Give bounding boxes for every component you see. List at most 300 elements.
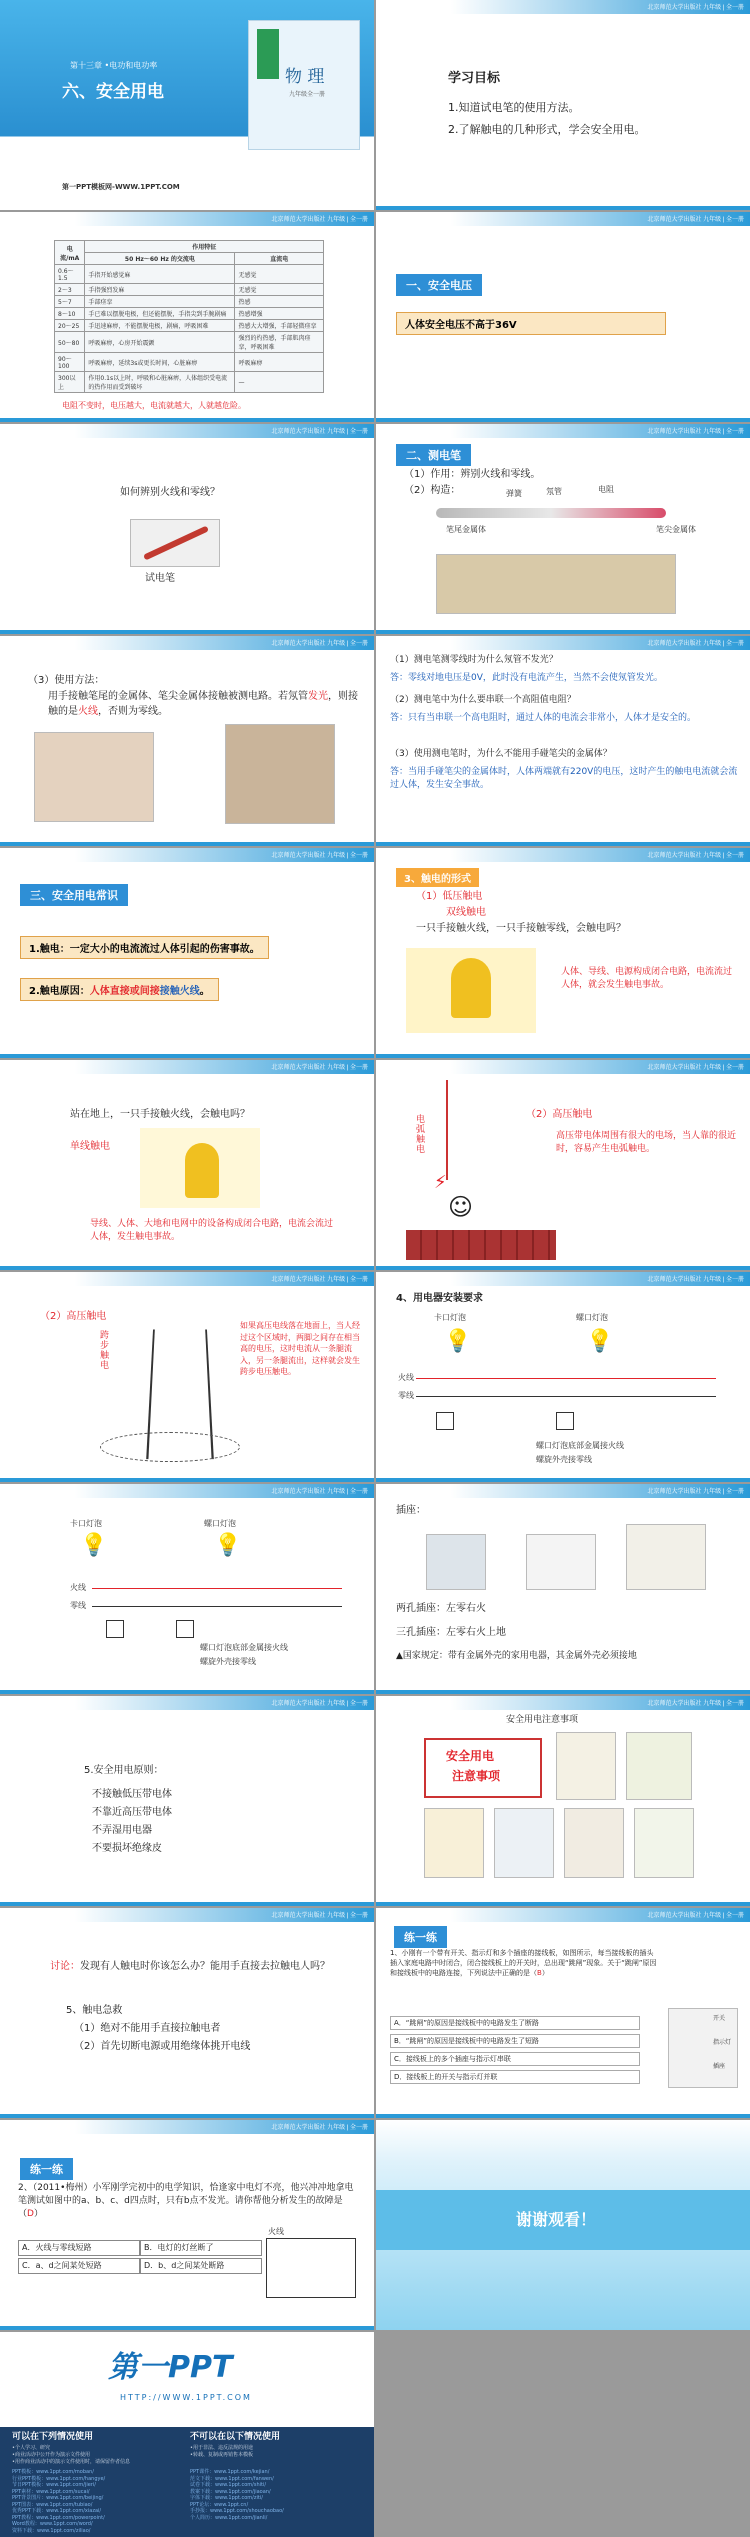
answer-1: 答：零线对地电压是0V，此时没有电流产生，当然不会使氖管发光。 bbox=[390, 673, 663, 683]
precaution-picture bbox=[556, 1732, 616, 1800]
principle-item: 不靠近高压带电体 bbox=[92, 1807, 172, 1818]
slide-practice-2 bbox=[0, 2120, 374, 2330]
resource-link[interactable]: PPT图表：www.1ppt.com/tubiao/ bbox=[12, 2501, 93, 2508]
resource-link[interactable]: PPT教程：www.1ppt.com/powerpoint/ bbox=[12, 2514, 105, 2521]
slide-header bbox=[376, 1272, 750, 1286]
header-text: 北京师范大学出版社 九年级 | 全一册 bbox=[271, 1065, 368, 1071]
header-text: 北京师范大学出版社 九年级 | 全一册 bbox=[647, 853, 744, 859]
lamp-icon: 💡 bbox=[586, 1329, 614, 1354]
practice-question bbox=[390, 1948, 660, 1978]
two-pin-rule: 两孔插座：左零右火 bbox=[396, 1603, 486, 1614]
table-cell: 呼吸麻痹，心房开始震颤 bbox=[85, 332, 235, 353]
header-text: 北京师范大学出版社 九年级 | 全一册 bbox=[271, 1277, 368, 1283]
principle-item: 不弄湿用电器 bbox=[92, 1825, 152, 1836]
slide-footer bbox=[376, 1690, 750, 1694]
plug-photo bbox=[626, 1524, 706, 1590]
table-cell: 手指开始感觉麻 bbox=[85, 265, 235, 284]
arc-label: 电弧触电 bbox=[416, 1115, 426, 1155]
slide-title bbox=[0, 0, 374, 210]
sign-line-2: 注意事项 bbox=[452, 1769, 501, 1783]
install-note-1: 螺口灯泡底部金属接火线 bbox=[200, 1643, 288, 1652]
step-label: 跨步触电 bbox=[100, 1331, 110, 1371]
table-cell: 手已难以摆脱电极，但还能摆脱，手指尖到手腕剧痛 bbox=[85, 308, 235, 320]
logo-area bbox=[0, 2332, 374, 2427]
slide-header bbox=[376, 212, 750, 226]
can-use-title: 可以在下列情况使用 bbox=[12, 2432, 94, 2442]
table-row bbox=[55, 353, 324, 372]
resource-link[interactable]: 个人简历：www.1ppt.com/jianli/ bbox=[190, 2514, 268, 2521]
screwdriver-photo bbox=[436, 554, 676, 614]
can-use-item: •商业活动中公开作为演示文件使用 bbox=[12, 2452, 90, 2458]
cannot-use-title: 不可以在以下情况使用 bbox=[190, 2432, 281, 2442]
slide-footer bbox=[376, 1054, 750, 1058]
precautions-title: 安全用电注意事项 bbox=[506, 1715, 579, 1725]
practice-tag: 练一练 bbox=[394, 1926, 447, 1948]
slide-footer bbox=[376, 1478, 750, 1482]
shock-cause bbox=[20, 978, 219, 1001]
slide-header bbox=[376, 1908, 750, 1922]
table-row bbox=[55, 284, 324, 296]
install-note-2: 螺旋外壳接零线 bbox=[536, 1455, 592, 1464]
question-1: （1）测电笔测零线时为什么氖管不发光？ bbox=[390, 655, 558, 665]
slide-header bbox=[0, 2120, 374, 2134]
slide-header bbox=[376, 1696, 750, 1710]
slide-precautions bbox=[376, 1696, 750, 1906]
table-header: 50 Hz～60 Hz 的交流电 bbox=[85, 253, 235, 265]
slide-footer bbox=[0, 418, 374, 422]
option-d: D．b、d之间某处断路 bbox=[140, 2258, 262, 2274]
sockets-title: 插座： bbox=[396, 1505, 426, 1516]
header-text: 北京师范大学出版社 九年级 | 全一册 bbox=[647, 1701, 744, 1707]
resource-link[interactable]: 范文下载：www.1ppt.com/fanwen/ bbox=[190, 2475, 274, 2482]
slide-single-wire bbox=[0, 1060, 374, 1270]
live-wire-label: 火线 bbox=[268, 2227, 284, 2236]
slide-header bbox=[0, 424, 374, 438]
cannot-use-item: •用于非法、违反法规的用途 bbox=[190, 2445, 253, 2451]
table-cell: 热感 bbox=[235, 296, 324, 308]
live-wire-label: 火线 bbox=[70, 1583, 86, 1592]
sign-line-1: 安全用电 bbox=[446, 1749, 495, 1763]
principle-item: 不要损坏绝缘皮 bbox=[92, 1843, 162, 1854]
part-label: 电阻 bbox=[598, 485, 614, 494]
table-cell: 8～10 bbox=[55, 308, 85, 320]
header-text: 北京师范大学出版社 九年级 | 全一册 bbox=[647, 641, 744, 647]
table-cell: 强烈的灼热感，手部肌肉痉挛，呼吸困难 bbox=[235, 332, 324, 353]
objectives-title: 学习目标 bbox=[448, 71, 501, 86]
single-wire-question: 站在地上，一只手接触火线，会触电吗？ bbox=[70, 1109, 250, 1120]
safe-voltage-bar: 人体安全电压不高于36V bbox=[396, 312, 666, 335]
credits-panel bbox=[0, 2427, 374, 2537]
slide-pen-qa bbox=[376, 636, 750, 846]
slide-sockets bbox=[376, 1484, 750, 1694]
slide-thanks bbox=[376, 2120, 750, 2330]
double-wire-desc: 人体、导线、电源构成闭合电路，电流流过人体，就会发生触电事故。 bbox=[561, 967, 733, 991]
double-wire-illustration bbox=[406, 948, 536, 1033]
resource-link[interactable]: PPT论坛：www.1ppt.cn/ bbox=[190, 2501, 249, 2508]
resource-link[interactable]: PPT模板：www.1ppt.com/moban/ bbox=[12, 2469, 94, 2475]
question-text: ） bbox=[33, 2209, 43, 2220]
table-cell: 作用0.1s以上时，呼吸和心脏麻痹，人体组织受电流的热作用而受到破坏 bbox=[85, 372, 235, 393]
option-a: A．火线与零线短路 bbox=[18, 2240, 140, 2256]
slide-safe-voltage bbox=[376, 212, 750, 422]
links-left bbox=[12, 2469, 182, 2534]
discussion-tag: 讨论： bbox=[50, 1961, 80, 1972]
slide-header bbox=[0, 1908, 374, 1922]
two-pin-socket-photo bbox=[426, 1534, 486, 1590]
answer-3: 答：当用手碰笔尖的金属体时，人体两端就有220V的电压，这时产生的触电电流就会流过人体，发生安全事故。 bbox=[390, 767, 738, 791]
slide-footer bbox=[0, 1266, 374, 1270]
precaution-picture bbox=[626, 1732, 692, 1800]
can-use-item: •用作商业活动中的演示文件使用时，请保留作者信息 bbox=[12, 2459, 130, 2465]
table-row bbox=[55, 308, 324, 320]
table-cell: 手部痉挛 bbox=[85, 296, 235, 308]
slide-step-shock bbox=[0, 1272, 374, 1482]
usage-highlight: 发光 bbox=[308, 691, 328, 702]
table-cell: 0.6～1.5 bbox=[55, 265, 85, 284]
shock-definition: 1.触电：一定大小的电流流过人体引起的伤害事故。 bbox=[20, 936, 269, 959]
shock-forms-tag: 3、触电的形式 bbox=[396, 868, 479, 887]
bayonet-lamp-label: 卡口灯泡 bbox=[70, 1519, 102, 1528]
question-text: 2、（2011•梅州）小军刚学完初中的电学知识，恰逢家中电灯不亮，他兴冲冲地拿电笔测试如图中的a、b、c、d四点时，只有b点不发光。请你帮他分析发生的故障是（ bbox=[18, 2183, 354, 2220]
table-cell: 热感大大增强，手部轻微痉挛 bbox=[235, 320, 324, 332]
slide-objectives bbox=[376, 0, 750, 210]
slide-principles bbox=[0, 1696, 374, 1906]
header-text: 北京师范大学出版社 九年级 | 全一册 bbox=[647, 1489, 744, 1495]
header-text: 北京师范大学出版社 九年级 | 全一册 bbox=[647, 1065, 744, 1071]
cover-image bbox=[257, 29, 279, 79]
neutral-wire bbox=[416, 1396, 716, 1397]
resource-link[interactable]: PPT课件：www.1ppt.com/kejian/ bbox=[190, 2469, 270, 2475]
hanging-wire bbox=[446, 1080, 448, 1180]
stick-figure-icon: ☺ bbox=[448, 1193, 474, 1221]
slide-footer bbox=[0, 842, 374, 846]
option-a: A．“跳闸”的原因是接线板中的电路发生了断路 bbox=[390, 2016, 640, 2030]
usage-highlight: 火线 bbox=[78, 705, 98, 717]
slide-footer bbox=[376, 2114, 750, 2118]
single-wire-desc: 导线、人体、大地和电网中的设备构成闭合电路，电流会流过人体，发生触电事故。 bbox=[90, 1219, 334, 1243]
spark-icon: ⚡ bbox=[434, 1172, 447, 1193]
practice-question bbox=[18, 2182, 358, 2221]
slide-header bbox=[0, 636, 374, 650]
resource-link[interactable]: 试卷下载：www.1ppt.com/shiti/ bbox=[190, 2482, 267, 2488]
slide-header bbox=[376, 1484, 750, 1498]
pen-diagram bbox=[436, 508, 666, 518]
slide-header bbox=[0, 1272, 374, 1286]
circuit-diagram bbox=[266, 2238, 356, 2298]
slide-arc-shock bbox=[376, 1060, 750, 1270]
chapter-label: 第十三章 •电功和电功率 bbox=[70, 61, 158, 70]
slide-header bbox=[376, 1060, 750, 1074]
safety-sign bbox=[424, 1738, 542, 1798]
table-row bbox=[55, 296, 324, 308]
question-text: 1、小刚有一个带有开关、指示灯和多个插座的接线板，如图所示，每当接线板的插头插入家庭电路中时闭合，闭合接线板上的开关时，总出现“跳闸”现象。关于“跳闸”原因和接线板中的电路连接，下列说法中正确的是（ bbox=[390, 1949, 657, 1978]
slide-footer bbox=[376, 1902, 750, 1906]
first-aid-title: 5、触电急救 bbox=[66, 2005, 123, 2016]
test-pen-photo bbox=[130, 519, 220, 567]
installation-title: 4、用电器安装要求 bbox=[396, 1293, 483, 1304]
low-voltage-label: （1）低压触电 bbox=[416, 891, 483, 902]
answer-2: 答：只有当串联一个高电阻时，通过人体的电流会非常小，人体才是安全的。 bbox=[390, 713, 697, 723]
header-text: 北京师范大学出版社 九年级 | 全一册 bbox=[647, 217, 744, 223]
double-wire-question: 一只手接触火线，一只手接触零线，会触电吗？ bbox=[416, 923, 626, 934]
switch-icon bbox=[106, 1620, 124, 1638]
part-label: 弹簧 bbox=[506, 489, 522, 498]
strip-label: 插座 bbox=[713, 2063, 726, 2070]
table-cell: 呼吸麻痹，延续3s或更长时间，心脏麻痹 bbox=[85, 353, 235, 372]
ground-rings bbox=[100, 1432, 240, 1462]
install-note-2: 螺旋外壳接零线 bbox=[200, 1657, 256, 1666]
cause-highlight: 人体直接或间接 bbox=[89, 986, 160, 997]
live-wire bbox=[416, 1378, 716, 1379]
table-header: 直流电 bbox=[235, 253, 324, 265]
danger-note: 电阻不变时，电压越大，电流就越大，人就越危险。 bbox=[62, 401, 246, 410]
slide-footer bbox=[0, 1902, 374, 1906]
table-cell: 无感觉 bbox=[235, 265, 324, 284]
precaution-picture bbox=[424, 1808, 484, 1878]
pen-structure: （2）构造： bbox=[404, 485, 461, 496]
slide-footer bbox=[376, 842, 750, 846]
logo-text: 第一PPT bbox=[108, 2350, 233, 2385]
cause-text: 2.触电原因： bbox=[29, 986, 90, 997]
slide-current-table bbox=[0, 212, 374, 422]
test-pen-icon bbox=[143, 525, 209, 560]
slide-footer bbox=[0, 2326, 374, 2330]
slide-header bbox=[0, 1696, 374, 1710]
slide-lamp-wiring bbox=[0, 1484, 374, 1694]
usage-text: 用手接触笔尾的金属体、笔尖金属体接触被测电路。若氖管 bbox=[48, 691, 308, 702]
slide-header bbox=[376, 424, 750, 438]
switch-icon bbox=[176, 1620, 194, 1638]
slide-footer bbox=[0, 1478, 374, 1482]
discussion-text: 发现有人触电时你该怎么办？能用手直接去拉触电人吗？ bbox=[80, 1961, 330, 1972]
book-subtitle: 九年级全一册 bbox=[289, 91, 326, 98]
site-label: 第一PPT模板网-WWW.1PPT.COM bbox=[62, 183, 180, 191]
slide-footer bbox=[0, 1690, 374, 1694]
slide-header bbox=[0, 1484, 374, 1498]
resource-link[interactable]: 资料下载：www.1ppt.com/ziliao/ bbox=[12, 2527, 91, 2534]
header-text: 北京师范大学出版社 九年级 | 全一册 bbox=[271, 641, 368, 647]
slide-footer bbox=[376, 418, 750, 422]
lamp-icon: 💡 bbox=[444, 1329, 472, 1354]
question-2: （2）测电笔中为什么要串联一个高阻值电阻？ bbox=[390, 695, 576, 705]
table-row bbox=[55, 332, 324, 353]
table-cell: 热感增强 bbox=[235, 308, 324, 320]
header-text: 北京师范大学出版社 九年级 | 全一册 bbox=[271, 2125, 368, 2131]
slide-installation bbox=[376, 1272, 750, 1482]
screw-lamp-label: 螺口灯泡 bbox=[204, 1519, 236, 1528]
pen-label: 试电笔 bbox=[145, 573, 175, 584]
resource-link[interactable]: 手抄报：www.1ppt.com/shouchaobao/ bbox=[190, 2508, 284, 2514]
three-pin-rule: 三孔插座：左零右火上地 bbox=[396, 1627, 506, 1638]
table-cell: 手指强烈发麻 bbox=[85, 284, 235, 296]
table-cell: 300以上 bbox=[55, 372, 85, 393]
principles-title: 5.安全用电原则： bbox=[84, 1765, 164, 1776]
usage-text: ，否则为零线。 bbox=[98, 705, 168, 717]
slide-footer bbox=[0, 630, 374, 634]
table-cell: 5～7 bbox=[55, 296, 85, 308]
ground-rule: ▲国家规定：带有金属外壳的家用电器，其金属外壳必须接地 bbox=[396, 1651, 637, 1661]
question-answer: B bbox=[537, 1969, 542, 1978]
slide-identify-wire bbox=[0, 424, 374, 634]
header-text: 北京师范大学出版社 九年级 | 全一册 bbox=[647, 1277, 744, 1283]
links-right bbox=[190, 2469, 365, 2521]
first-aid-step: （2）首先切断电源或用绝缘体挑开电线 bbox=[74, 2041, 251, 2052]
current-effects-table bbox=[54, 240, 324, 393]
table-header: 电流/mA bbox=[55, 241, 85, 265]
strip-label: 指示灯 bbox=[713, 2039, 732, 2046]
table-cell: 呼吸麻痹 bbox=[235, 353, 324, 372]
slide-footer bbox=[376, 630, 750, 634]
section-title: 二、测电笔 bbox=[396, 444, 471, 466]
power-strip-picture bbox=[668, 2008, 738, 2088]
resource-link[interactable]: 优秀PPT下载：www.1ppt.com/xiazai/ bbox=[12, 2508, 102, 2514]
hand-photo-1 bbox=[34, 732, 154, 822]
slide-footer bbox=[376, 206, 750, 210]
high-voltage-title: （2）高压触电 bbox=[526, 1109, 593, 1120]
option-c: C．a、d之间某处短路 bbox=[18, 2258, 140, 2274]
single-wire-illustration bbox=[140, 1128, 260, 1208]
resource-link[interactable]: PPT背景图片：www.1ppt.com/beijing/ bbox=[12, 2495, 104, 2501]
table-cell: 20～25 bbox=[55, 320, 85, 332]
part-label: 氖管 bbox=[546, 487, 562, 496]
slide-safety-knowledge bbox=[0, 848, 374, 1058]
live-wire-label: 火线 bbox=[398, 1373, 414, 1382]
double-wire-label: 双线触电 bbox=[446, 907, 486, 918]
option-b: B．“跳闸”的原因是接线板中的电路发生了短路 bbox=[390, 2034, 640, 2048]
cause-text: 。 bbox=[199, 986, 210, 997]
wire-question: 如何辨别火线和零线？ bbox=[120, 487, 220, 498]
resource-link[interactable]: PPT素材：www.1ppt.com/sucai/ bbox=[12, 2488, 90, 2495]
principle-item: 不接触低压带电体 bbox=[92, 1789, 172, 1800]
table-cell: — bbox=[235, 372, 324, 393]
header-text: 北京师范大学出版社 九年级 | 全一册 bbox=[271, 1489, 368, 1495]
lamp-icon: 💡 bbox=[80, 1533, 108, 1558]
arc-desc: 高压带电体周围有很大的电场，当人靠的很近时，容易产生电弧触电。 bbox=[556, 1131, 737, 1155]
usage-title: （3）使用方法： bbox=[28, 675, 105, 686]
slide-header bbox=[376, 636, 750, 650]
table-cell: 无感觉 bbox=[235, 284, 324, 296]
part-label: 笔尖金属体 bbox=[656, 525, 696, 534]
question-text: ） bbox=[541, 1969, 549, 1978]
table-row bbox=[55, 320, 324, 332]
textbook-cover bbox=[248, 20, 360, 150]
resource-link[interactable]: Word教程：www.1ppt.com/word/ bbox=[12, 2521, 93, 2527]
slide-title-text: 六、安全用电 bbox=[62, 82, 164, 102]
slide-pen-usage bbox=[0, 636, 374, 846]
slide-header bbox=[376, 0, 750, 14]
practice-tag: 练一练 bbox=[20, 2158, 73, 2180]
objective-1: 1.知道试电笔的使用方法。 bbox=[448, 101, 580, 114]
slide-header bbox=[376, 848, 750, 862]
table-cell: 手迅速麻痹，不能摆脱电极，剧痛，呼吸困难 bbox=[85, 320, 235, 332]
install-note-1: 螺口灯泡底部金属接火线 bbox=[536, 1441, 624, 1450]
switch-icon bbox=[556, 1412, 574, 1430]
header-text: 北京师范大学出版社 九年级 | 全一册 bbox=[271, 217, 368, 223]
precaution-picture bbox=[564, 1808, 624, 1878]
table-cell: 50～80 bbox=[55, 332, 85, 353]
slide-footer bbox=[376, 1266, 750, 1270]
three-pin-socket-photo bbox=[526, 1534, 596, 1590]
first-aid-step: （1）绝对不能用手直接拉触电者 bbox=[74, 2023, 221, 2034]
objective-2: 2.了解触电的几种形式，学会安全用电。 bbox=[448, 123, 646, 136]
slide-header bbox=[0, 848, 374, 862]
question-answer: D bbox=[27, 2209, 34, 2220]
slide-header bbox=[0, 1060, 374, 1074]
slide-header bbox=[0, 212, 374, 226]
book-title: 物 理 bbox=[285, 67, 325, 87]
resource-link[interactable]: 行业PPT模板：www.1ppt.com/hangye/ bbox=[12, 2475, 106, 2482]
can-use-item: •个人学习、研究 bbox=[12, 2445, 50, 2451]
switch-icon bbox=[436, 1412, 454, 1430]
step-desc: 如果高压电线落在地面上，当人经过这个区域时，两脚之间存在相当高的电压，这时电流从一条腿流入，另一条腿流出，这样就会发生跨步电压触电。 bbox=[240, 1321, 360, 1377]
table-cell: 90～100 bbox=[55, 353, 85, 372]
header-text: 北京师范大学出版社 九年级 | 全一册 bbox=[647, 429, 744, 435]
table-row bbox=[55, 265, 324, 284]
bayonet-lamp-label: 卡口灯泡 bbox=[434, 1313, 466, 1322]
header-text: 北京师范大学出版社 九年级 | 全一册 bbox=[271, 429, 368, 435]
person-icon bbox=[185, 1143, 219, 1198]
live-wire bbox=[92, 1588, 342, 1589]
table-row bbox=[55, 372, 324, 393]
pen-function: （1）作用：辨别火线和零线。 bbox=[404, 469, 541, 480]
slide-shock-forms bbox=[376, 848, 750, 1058]
option-c: C．接线板上的多个插座与指示灯串联 bbox=[390, 2052, 640, 2066]
question-3: （3）使用测电笔时，为什么不能用手碰笔尖的金属体？ bbox=[390, 749, 612, 759]
neutral-wire-label: 零线 bbox=[398, 1391, 414, 1400]
resource-link[interactable]: 字体下载：www.1ppt.com/ziti/ bbox=[190, 2495, 263, 2501]
slide-footer bbox=[0, 2114, 374, 2118]
logo-url: HTTP://WWW.1PPT.COM bbox=[120, 2393, 252, 2402]
discussion bbox=[50, 1960, 330, 1975]
header-text: 北京师范大学出版社 九年级 | 全一册 bbox=[271, 853, 368, 859]
brick-wall bbox=[406, 1230, 556, 1260]
high-voltage-title: （2）高压触电 bbox=[40, 1311, 107, 1322]
strip-label: 开关 bbox=[713, 2015, 726, 2022]
slide-footer bbox=[0, 1054, 374, 1058]
neutral-wire-label: 零线 bbox=[70, 1601, 86, 1610]
precaution-picture bbox=[634, 1808, 694, 1878]
option-b: B．电灯的灯丝断了 bbox=[140, 2240, 262, 2256]
slide-practice-1 bbox=[376, 1908, 750, 2118]
precaution-picture bbox=[494, 1808, 554, 1878]
lamp-icon: 💡 bbox=[214, 1533, 242, 1558]
person-icon bbox=[451, 958, 491, 1018]
header-text: 北京师范大学出版社 九年级 | 全一册 bbox=[647, 5, 744, 11]
neutral-wire bbox=[92, 1606, 342, 1607]
usage-text: ，则接触的是 bbox=[48, 691, 358, 717]
section-title: 一、安全电压 bbox=[396, 274, 482, 296]
table-header: 作用特征 bbox=[85, 241, 324, 253]
usage-desc bbox=[48, 690, 358, 719]
cause-highlight: 接触火线 bbox=[159, 986, 200, 997]
section-title: 三、安全用电常识 bbox=[20, 884, 128, 906]
header-text: 北京师范大学出版社 九年级 | 全一册 bbox=[271, 1701, 368, 1707]
table-cell: 2～3 bbox=[55, 284, 85, 296]
slide-first-aid bbox=[0, 1908, 374, 2118]
thanks-text: 谢谢观看！ bbox=[516, 2210, 597, 2229]
cannot-use-item: •转载、复制或再销售本模板 bbox=[190, 2452, 253, 2458]
hand-photo-2 bbox=[225, 724, 335, 824]
slide-test-pen bbox=[376, 424, 750, 634]
single-wire-label: 单线触电 bbox=[70, 1141, 110, 1152]
header-text: 北京师范大学出版社 九年级 | 全一册 bbox=[271, 1913, 368, 1919]
slide-credits bbox=[0, 2332, 374, 2537]
resource-link[interactable]: 节日PPT模板：www.1ppt.com/jieri/ bbox=[12, 2482, 96, 2488]
resource-link[interactable]: 教案下载：www.1ppt.com/jiaoan/ bbox=[190, 2488, 271, 2495]
header-text: 北京师范大学出版社 九年级 | 全一册 bbox=[647, 1913, 744, 1919]
screw-lamp-label: 螺口灯泡 bbox=[576, 1313, 608, 1322]
part-label: 笔尾金属体 bbox=[446, 525, 486, 534]
